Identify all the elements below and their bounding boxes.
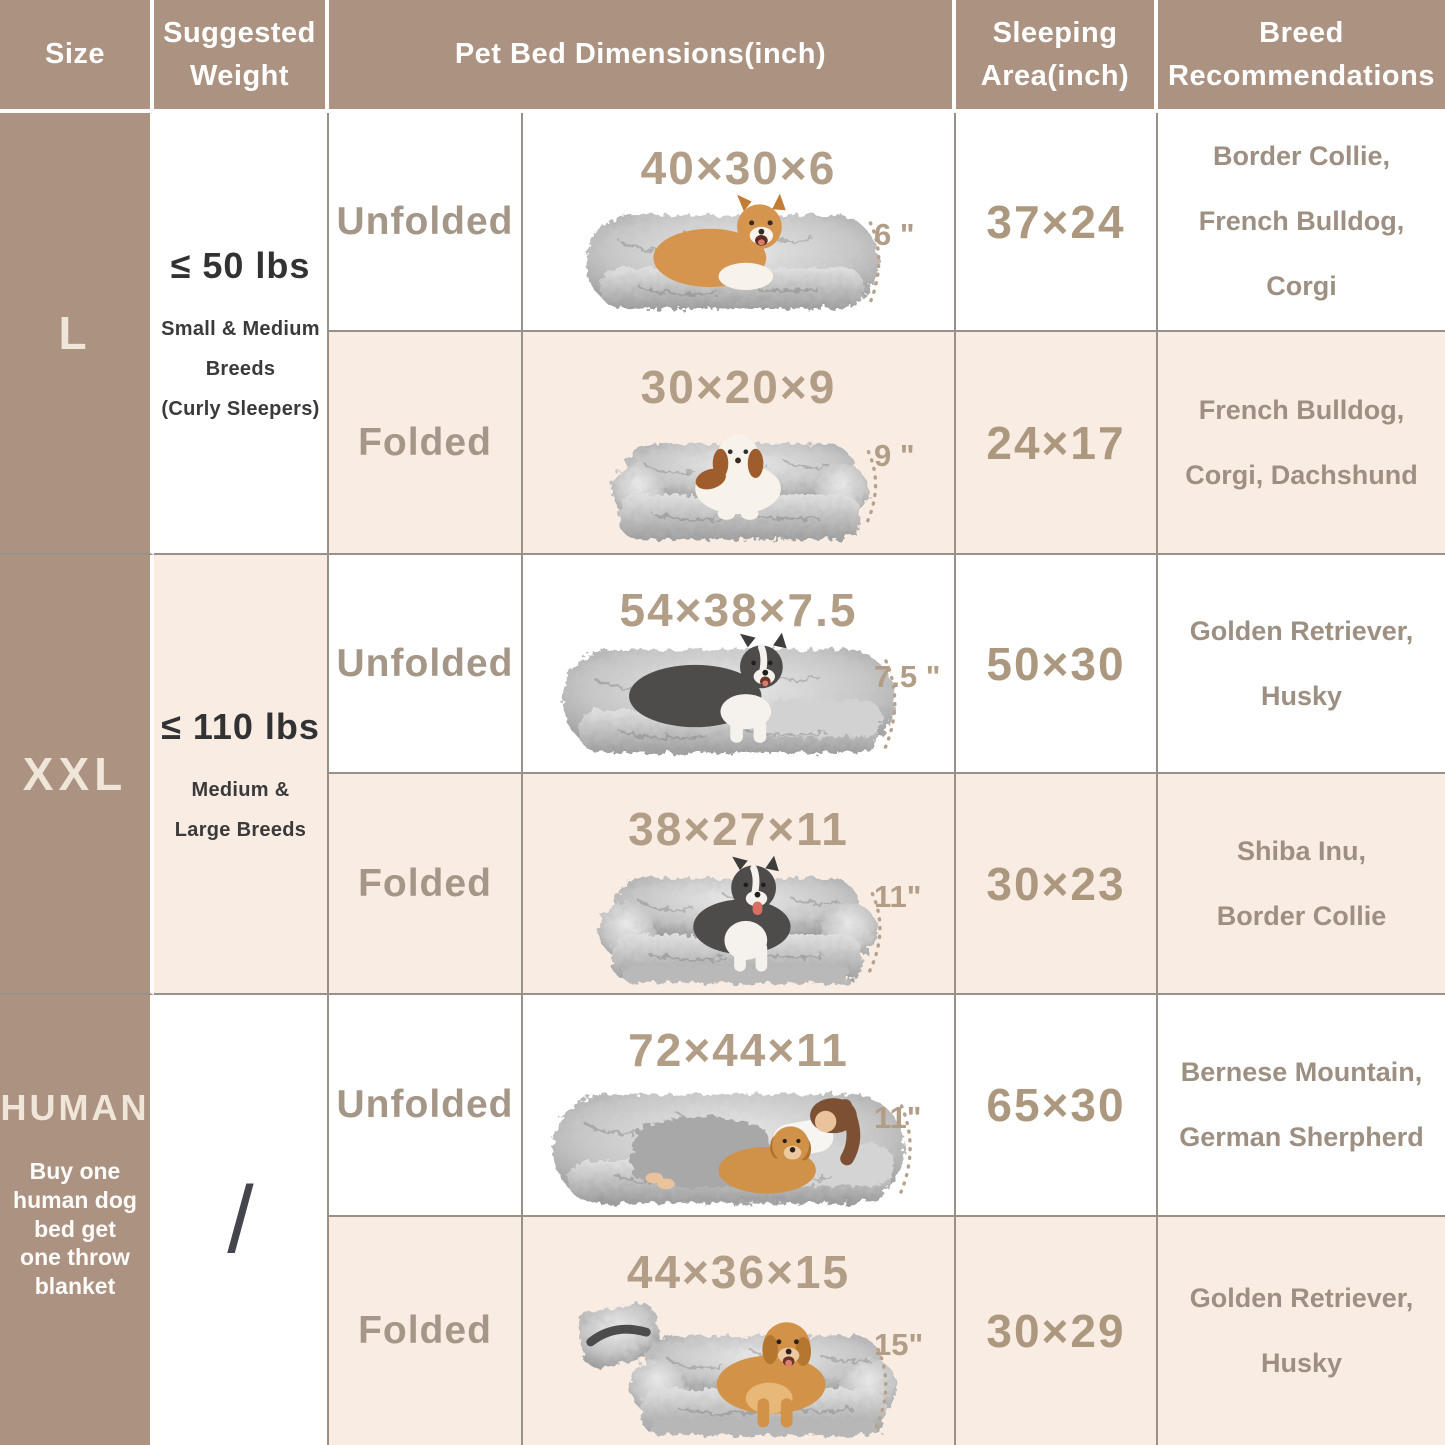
height-note: 11" [874, 1100, 922, 1136]
sleeping-area-value: 50×30 [986, 637, 1126, 690]
size-label-xxl: XXL [22, 748, 128, 800]
bed-photo-collie-unfolded [529, 624, 949, 770]
sleeping-area-value: 65×30 [986, 1079, 1126, 1131]
size-cell-human [0, 995, 154, 1445]
size-block-human [1, 1087, 150, 1353]
breed-cell-l-folded [1158, 332, 1445, 555]
fold-cell-l-unfolded [329, 113, 523, 332]
header-breed-recommendations [1158, 0, 1445, 113]
sleeping-area-cell-l-unfolded [956, 113, 1158, 332]
fold-label: Folded [358, 420, 492, 464]
breed-line: Corgi [1266, 271, 1337, 301]
header-sleeping-area [956, 0, 1158, 113]
weight-note: Breeds [205, 358, 276, 380]
size-cell-xxl [0, 555, 154, 995]
bed-photo-shiba-unfolded [529, 182, 949, 328]
bed-cell-xxl-unfolded [523, 555, 956, 774]
breed-cell-xxl-folded [1158, 774, 1445, 995]
weight-note: Medium & [191, 779, 290, 801]
fold-cell-xxl-unfolded [329, 555, 523, 774]
height-note: 15" [874, 1326, 924, 1362]
header-size-label: Size [44, 38, 106, 71]
breed-line: Husky [1260, 1348, 1343, 1378]
dimension-text: 30×20×9 [640, 361, 837, 413]
sleeping-area-value: 30×29 [986, 1305, 1126, 1357]
weight-note: Small & Medium [161, 318, 320, 340]
header-breed-recommendations-label: Breed Recommendations [1168, 17, 1435, 92]
breed-line: Border Collie, [1212, 141, 1391, 171]
header-size [0, 0, 154, 113]
header-suggested-weight [154, 0, 329, 113]
fold-label: Unfolded [336, 199, 514, 243]
sleeping-area-cell-human-unfolded [956, 995, 1158, 1217]
breed-line: Corgi, Dachshund [1185, 459, 1418, 490]
breed-line: Border Collie [1216, 900, 1387, 931]
fold-label: Folded [358, 1309, 492, 1352]
fold-cell-xxl-folded [329, 774, 523, 995]
breed-line: French Bulldog, [1198, 394, 1405, 425]
sleeping-area-cell-human-folded [956, 1217, 1158, 1445]
weight-block-xxl [161, 706, 320, 842]
height-note: 6 " [874, 216, 915, 252]
weight-slash-human: / [227, 1166, 254, 1273]
dimension-text: 44×36×15 [626, 1246, 851, 1298]
fold-label: Unfolded [336, 1083, 514, 1126]
bed-photo-spaniel-folded [529, 405, 949, 551]
dimension-text: 54×38×7.5 [619, 584, 858, 636]
breed-cell-l-unfolded [1158, 113, 1445, 332]
bed-photo-collie-folded [529, 845, 949, 991]
dimension-text: 38×27×11 [628, 803, 849, 855]
size-label-human: HUMAN [0, 1087, 150, 1129]
breed-line: Shiba Inu, [1236, 835, 1366, 866]
sleeping-area-value: 24×17 [986, 416, 1126, 469]
size-note-human: Buy one human dog bed get one throw blanket [13, 1158, 137, 1300]
size-label-l: L [58, 307, 92, 359]
header-sleeping-area-label: Sleeping Area(inch) [980, 17, 1130, 92]
weight-primary-l: ≤ 50 lbs [170, 245, 311, 286]
bed-cell-human-folded [523, 1217, 956, 1445]
breed-cell-human-unfolded [1158, 995, 1445, 1217]
header-suggested-weight-label: Suggested Weight [163, 17, 316, 92]
weight-cell-xxl [154, 555, 329, 995]
breed-line: Golden Retriever, [1189, 1283, 1414, 1313]
sleeping-area-cell-xxl-folded [956, 774, 1158, 995]
height-note: 7.5 " [874, 658, 941, 694]
weight-block-l [161, 245, 320, 421]
sleeping-area-cell-l-folded [956, 332, 1158, 555]
bed-photo-human-folded [529, 1297, 949, 1443]
weight-primary-xxl: ≤ 110 lbs [161, 706, 320, 747]
breed-line: Bernese Mountain, [1180, 1057, 1423, 1087]
height-note: 11" [874, 878, 922, 914]
fold-label: Unfolded [336, 641, 514, 685]
bed-photo-human-unfolded [529, 1067, 949, 1213]
sleeping-area-value: 37×24 [986, 195, 1126, 248]
breed-cell-xxl-unfolded [1158, 555, 1445, 774]
weight-cell-l [154, 113, 329, 555]
fold-label: Folded [358, 861, 492, 905]
bed-cell-human-unfolded [523, 995, 956, 1217]
shiba-dog [653, 194, 785, 290]
breed-cell-human-folded [1158, 1217, 1445, 1445]
fold-cell-human-unfolded [329, 995, 523, 1217]
weight-cell-human [154, 995, 329, 1445]
weight-note: (Curly Sleepers) [161, 398, 320, 420]
fold-cell-l-folded [329, 332, 523, 555]
breed-line: Husky [1260, 680, 1343, 711]
header-pet-bed-dimensions [329, 0, 956, 113]
header-pet-bed-dimensions-label: Pet Bed Dimensions(inch) [454, 38, 827, 71]
size-cell-l [0, 113, 154, 555]
bed-cell-l-unfolded [523, 113, 956, 332]
dimension-text: 72×44×11 [628, 1024, 849, 1076]
breed-line: French Bulldog, [1198, 206, 1405, 236]
fold-cell-human-folded [329, 1217, 523, 1445]
breed-line: German Sherpherd [1179, 1122, 1424, 1152]
height-note: 9 " [874, 437, 915, 473]
sleeping-area-value: 30×23 [986, 857, 1126, 910]
weight-note: Large Breeds [174, 819, 307, 841]
sleeping-area-cell-xxl-unfolded [956, 555, 1158, 774]
bed-cell-l-folded [523, 332, 956, 555]
breed-line: Golden Retriever, [1189, 615, 1414, 646]
dimension-text: 40×30×6 [640, 142, 837, 194]
bed-cell-xxl-folded [523, 774, 956, 995]
